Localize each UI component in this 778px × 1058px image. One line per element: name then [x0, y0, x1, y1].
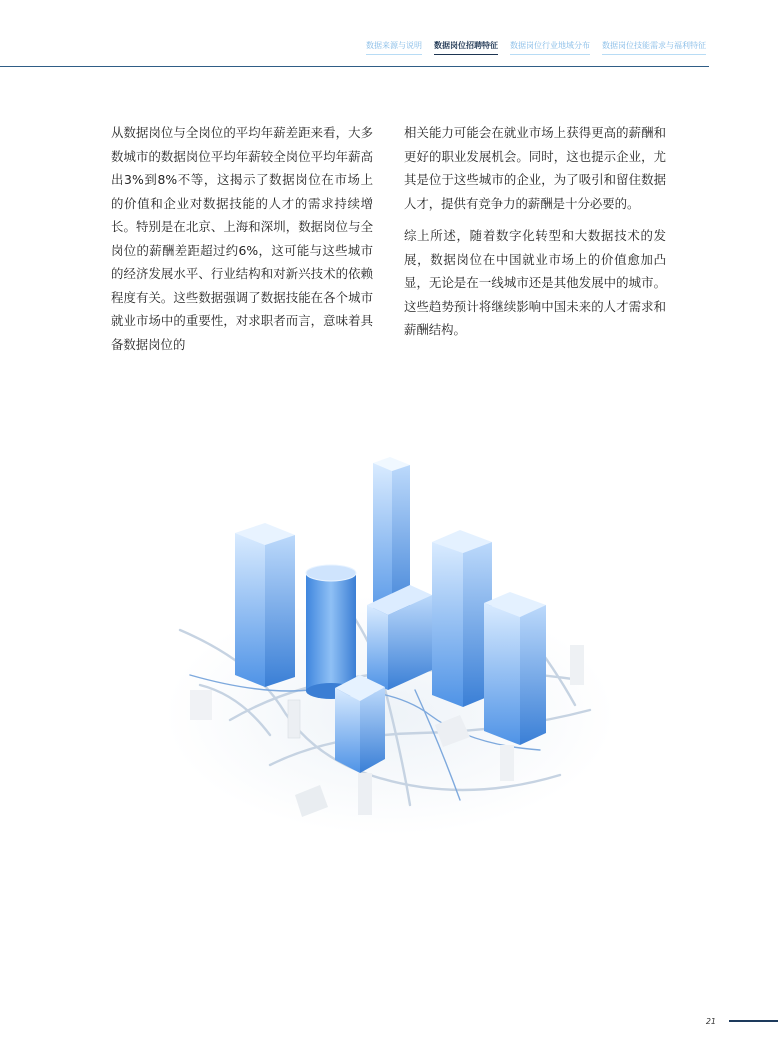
tower-left — [235, 523, 295, 687]
tower-cylinder — [306, 565, 356, 699]
header-divider — [0, 66, 709, 67]
page-footer-bar — [729, 1020, 778, 1022]
tower-front-small — [335, 675, 385, 773]
body-paragraph: 相关能力可能会在就业市场上获得更高的薪酬和更好的职业发展机会。同时，这也提示企业，尤其是位于这些城市的企业，为了吸引和留住数据人才，提供有竞争力的薪酬是十分必要的。 — [404, 125, 666, 211]
body-paragraph: 从数据岗位与全岗位的平均年薪差距来看，大多数城市的数据岗位平均年薪较全岗位平均年薪高出3%到8%不等，这揭示了数据岗位在市场上的价值和企业对数据技能的人才的需求持续增长。特别是在北京、上海和深圳，数据岗位与全岗位的薪酬差距超过约6%，这可能与这些城市的经济发展水平、行业结构和对新兴技术的依赖程度有关。这些数据强调了数据技能在各个城市就业市场中的重要性，对求职者而言，意味着具备数据岗位的 — [111, 125, 373, 352]
body-column-left — [111, 121, 373, 365]
tab-recruitment-features[interactable]: 数据岗位招聘特征 — [434, 40, 498, 55]
tab-skills-benefits[interactable]: 数据岗位技能需求与福利特征 — [602, 40, 706, 55]
body-paragraph: 综上所述，随着数字化转型和大数据技术的发展，数据岗位在中国就业市场上的价值愈加凸显，无论是在一线城市还是其他发展中的城市。这些趋势预计将继续影响中国未来的人才需求和薪酬结构。 — [404, 228, 666, 337]
page-number: 21 — [705, 1017, 716, 1026]
header-nav — [366, 40, 706, 55]
tower-far-right — [484, 592, 546, 745]
tab-data-source[interactable]: 数据来源与说明 — [366, 40, 422, 55]
body-column-right — [404, 121, 666, 351]
tower-right-tall — [432, 530, 492, 707]
city-buildings-illustration — [160, 445, 620, 850]
tower-center-block — [367, 585, 432, 690]
tab-industry-region[interactable]: 数据岗位行业地域分布 — [510, 40, 590, 55]
